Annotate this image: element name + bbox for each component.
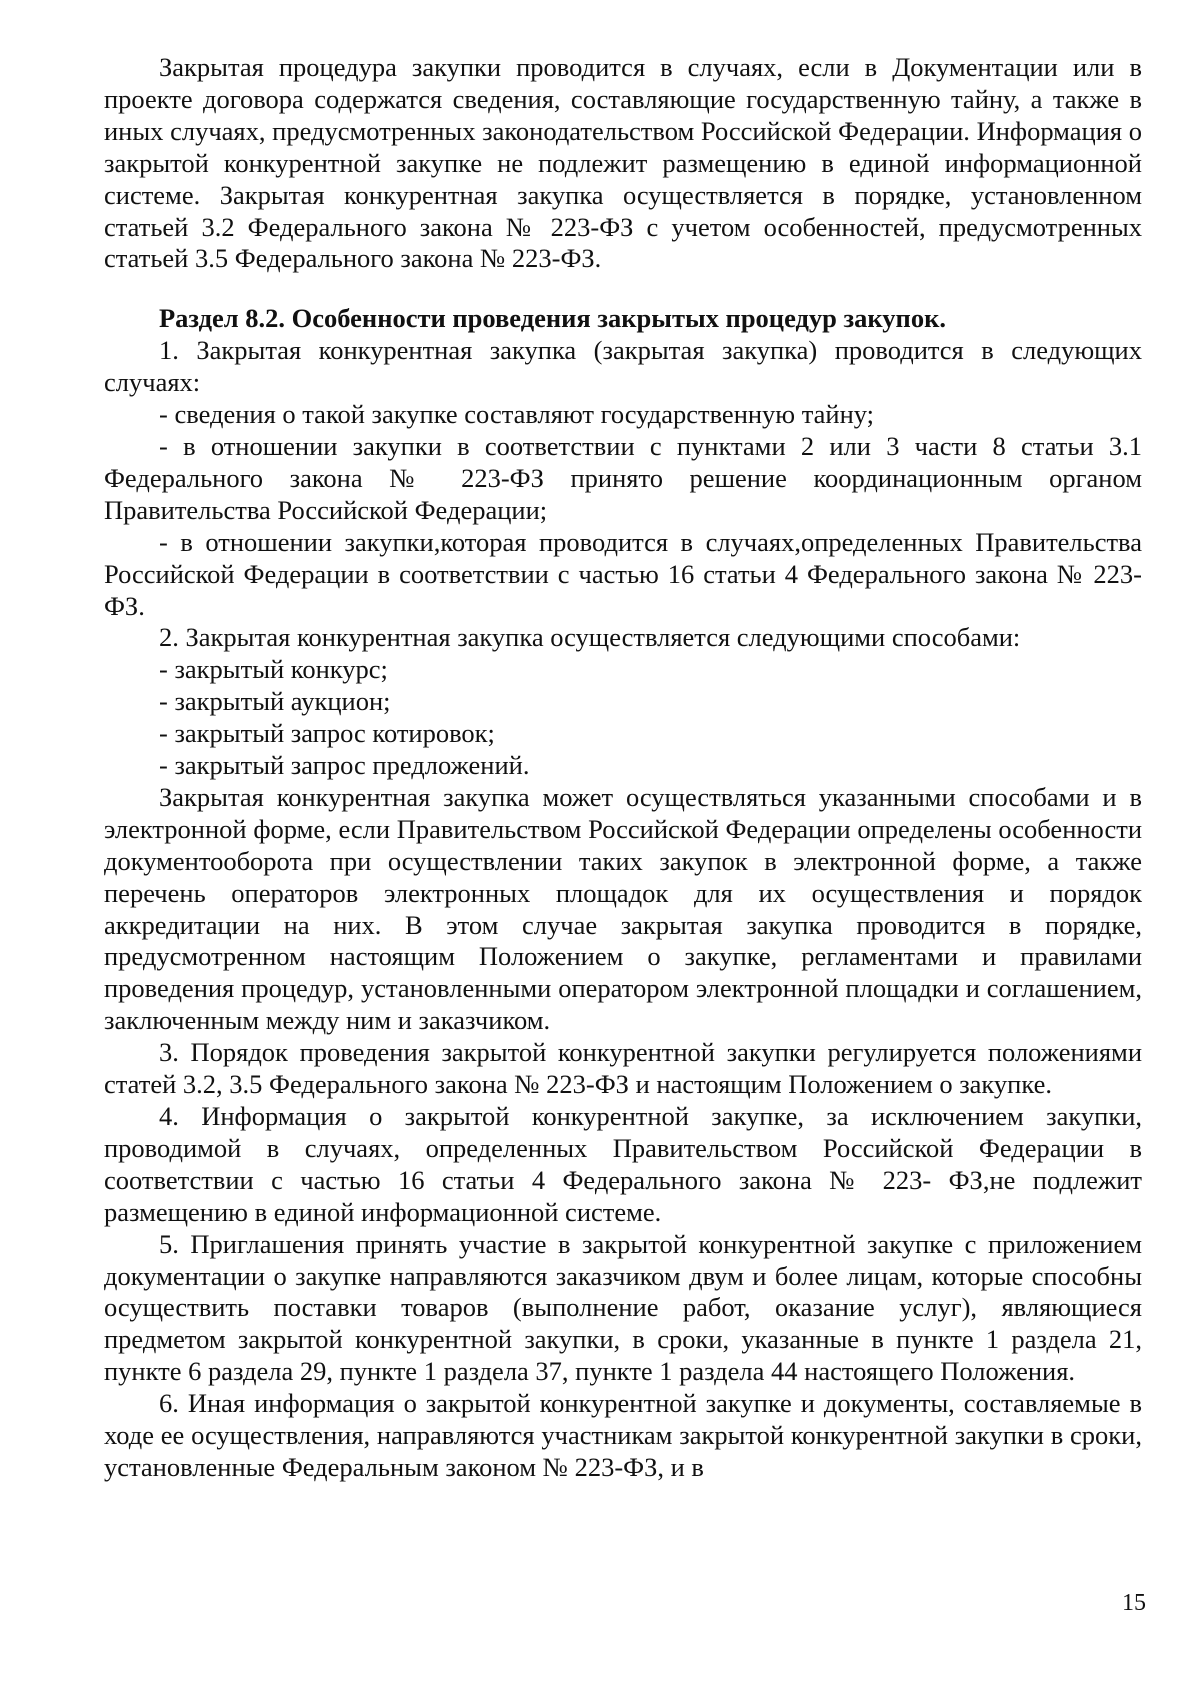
- item-2-note-paragraph: Закрытая конкурентная закупка может осуществляться указанными способами и в электронной форме, если Правительством Российской Федерации определены особенности документооборота при осуществлении таких закупок в электронной форме, а также перечень операторов электронных площадок для их осуществления и порядок аккредитации на них. В этом случае закрытая закупка проводится в порядке, предусмотренном настоящим Положением о закупке, регламентами и правилами проведения процедур, установленными оператором электронной площадки и соглашением, заключенным между ним и заказчиком.: [104, 781, 1142, 1036]
- item-2-bullet: - закрытый запрос котировок;: [159, 718, 495, 749]
- section-heading: Раздел 8.2. Особенности проведения закрытых процедур закупок.: [159, 303, 946, 334]
- item-2-paragraph: 2. Закрытая конкурентная закупка осуществляется следующими способами:: [159, 622, 1021, 653]
- item-1-bullet: - в отношении закупки,которая проводится в случаях,определенных Правительства Российской Федерации в соответствии с частью 16 статьи 4 Федерального закона № 223-ФЗ.: [104, 526, 1142, 621]
- item-2-bullet: - закрытый конкурс;: [159, 654, 388, 685]
- page-number: 15: [1122, 1590, 1146, 1616]
- item-1-bullet: - в отношении закупки в соответствии с пунктами 2 или 3 части 8 статьи 3.1 Федерального закона № 223-ФЗ принято решение координационным органом Правительства Российской Федерации;: [104, 430, 1142, 525]
- intro-paragraph: Закрытая процедура закупки проводится в случаях, если в Документации или в проекте договора содержатся сведения, составляющие государственную тайну, а также в иных случаях, предусмотренных законодательством Российской Федерации. Информация о закрытой конкурентной закупке не подлежит размещению в единой информационной системе. Закрытая конкурентная закупка осуществляется в порядке, установленном статьей 3.2 Федерального закона № 223-ФЗ с учетом особенностей, предусмотренных статьей 3.5 Федерального закона № 223-ФЗ.: [104, 52, 1142, 274]
- item-2-bullet: - закрытый запрос предложений.: [159, 750, 530, 781]
- item-1-bullet: - сведения о такой закупке составляют государственную тайну;: [159, 399, 875, 430]
- document-body: [104, 52, 1142, 1484]
- item-3-paragraph: 3. Порядок проведения закрытой конкурентной закупки регулируется положениями статей 3.2, 3.5 Федерального закона № 223-ФЗ и настоящим Положением о закупке.: [104, 1037, 1142, 1100]
- item-1-paragraph: 1. Закрытая конкурентная закупка (закрытая закупка) проводится в следующих случаях:: [104, 335, 1142, 398]
- item-6-paragraph: 6. Иная информация о закрытой конкурентной закупке и документы, составляемые в ходе ее осуществления, направляются участникам закрытой конкурентной закупки в сроки, установленные Федеральным законом № 223-ФЗ, и в: [104, 1388, 1142, 1482]
- item-2-bullet: - закрытый аукцион;: [159, 686, 391, 717]
- item-5-paragraph: 5. Приглашения принять участие в закрытой конкурентной закупке с приложением документации о закупке направляются заказчиком двум и более лицам, которые способны осуществить поставки товаров (выполнение работ, оказание услуг), являющиеся предметом закрытой конкурентной закупки, в сроки, указанные в пункте 1 раздела 21, пункте 6 раздела 29, пункте 1 раздела 37, пункте 1 раздела 44 настоящего Положения.: [104, 1228, 1142, 1387]
- item-4-paragraph: 4. Информация о закрытой конкурентной закупке, за исключением закупки, проводимой в случаях, определенных Правительством Российской Федерации в соответствии с частью 16 статьи 4 Федерального закона № 223- ФЗ,не подлежит размещению в единой информационной системе.: [104, 1101, 1142, 1227]
